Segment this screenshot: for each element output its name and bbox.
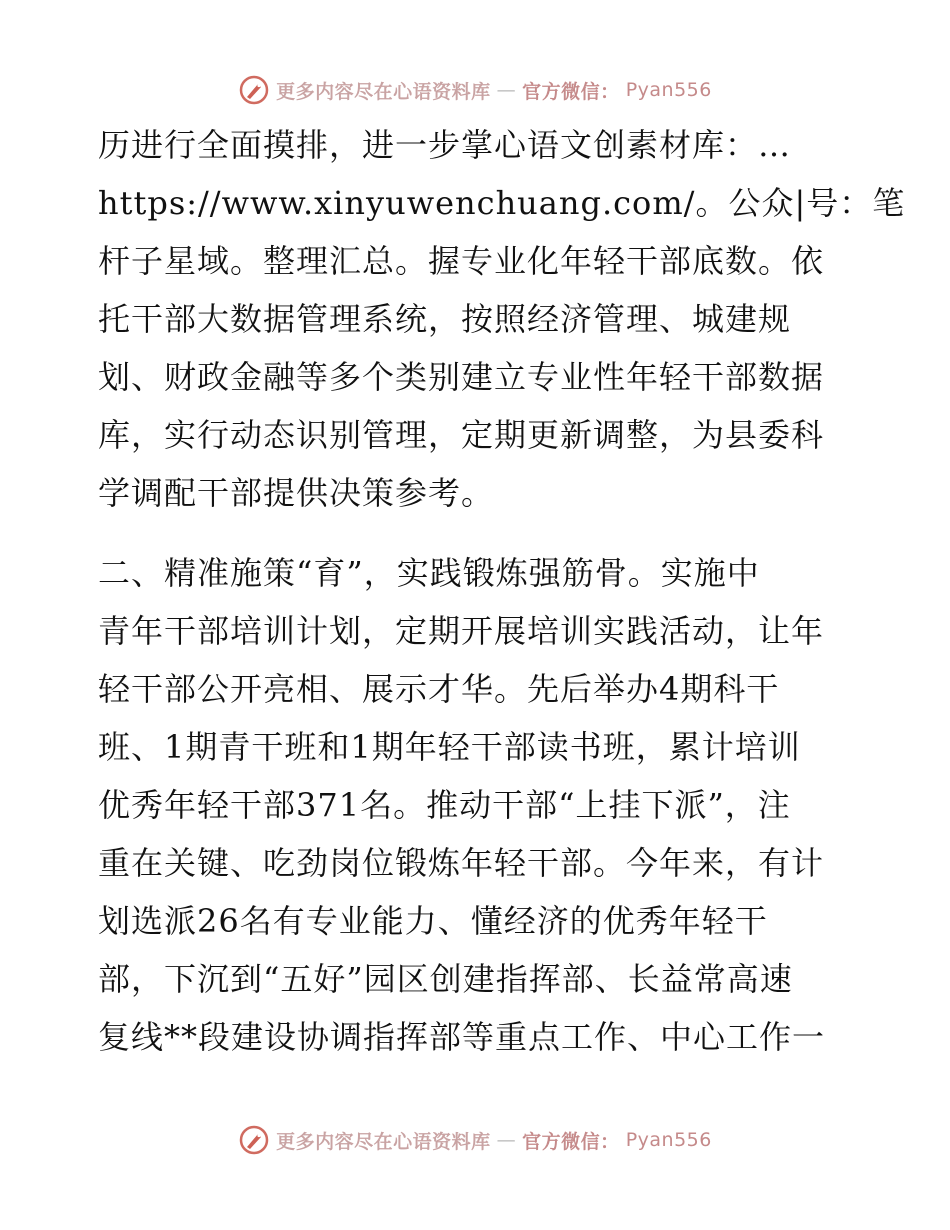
body-line: 库，实行动态识别管理，定期更新调整，为县委科 [98,416,825,454]
body-line: 托干部大数据管理系统，按照经济管理、城建规 [98,300,792,338]
watermark-wechat-id: Pyan556 [625,1129,712,1151]
section-heading-line: 二、精准施策“育”，实践锻炼强筋骨。实施中 [98,554,760,592]
body-line: 班、1期青干班和1期年轻干部读书班，累计培训 [98,728,801,766]
body-line: 历进行全面摸排，进一步掌心语文创素材库：… [98,126,792,164]
body-line: 优秀年轻干部371名。推动干部“上挂下派”，注 [98,786,791,824]
watermark-separator: — [496,79,517,101]
watermark-right-text: 官方微信： [522,80,620,103]
document-body [98,120,906,1080]
watermark-left-text: 更多内容尽在心语资料库 [276,80,491,103]
page-footer-watermark [0,1122,950,1158]
pen-nib-logo-icon [238,1124,270,1156]
body-line: 学调配干部提供决策参考。 [98,474,495,512]
pen-nib-logo-icon [238,74,270,106]
body-line: 轻干部公开亮相、展示才华。先后举办4期科干 [98,670,780,708]
body-line: 复线**段建设协调指挥部等重点工作、中心工作一 [98,1018,826,1056]
page-header-watermark [0,72,950,108]
watermark-right-text: 官方微信： [522,1130,620,1153]
watermark-separator: — [496,1129,517,1151]
body-line: 青年干部培训计划，定期开展培训实践活动，让年 [98,612,825,650]
body-line: 划、财政金融等多个类别建立专业性年轻干部数据 [98,358,825,396]
body-line: 划选派26名有专业能力、懂经济的优秀年轻干 [98,902,768,940]
watermark-wechat-id: Pyan556 [625,79,712,101]
body-line: 部，下沉到“五好”园区创建指挥部、长益常高速 [98,960,793,998]
body-line: 重在关键、吃劲岗位锻炼年轻干部。今年来，有计 [98,844,825,882]
body-line: https://www.xinyuwenchuang.com/。公众|号：笔 [98,184,906,222]
watermark-left-text: 更多内容尽在心语资料库 [276,1130,491,1153]
body-line: 杆子星域。整理汇总。握专业化年轻干部底数。依 [98,242,825,280]
